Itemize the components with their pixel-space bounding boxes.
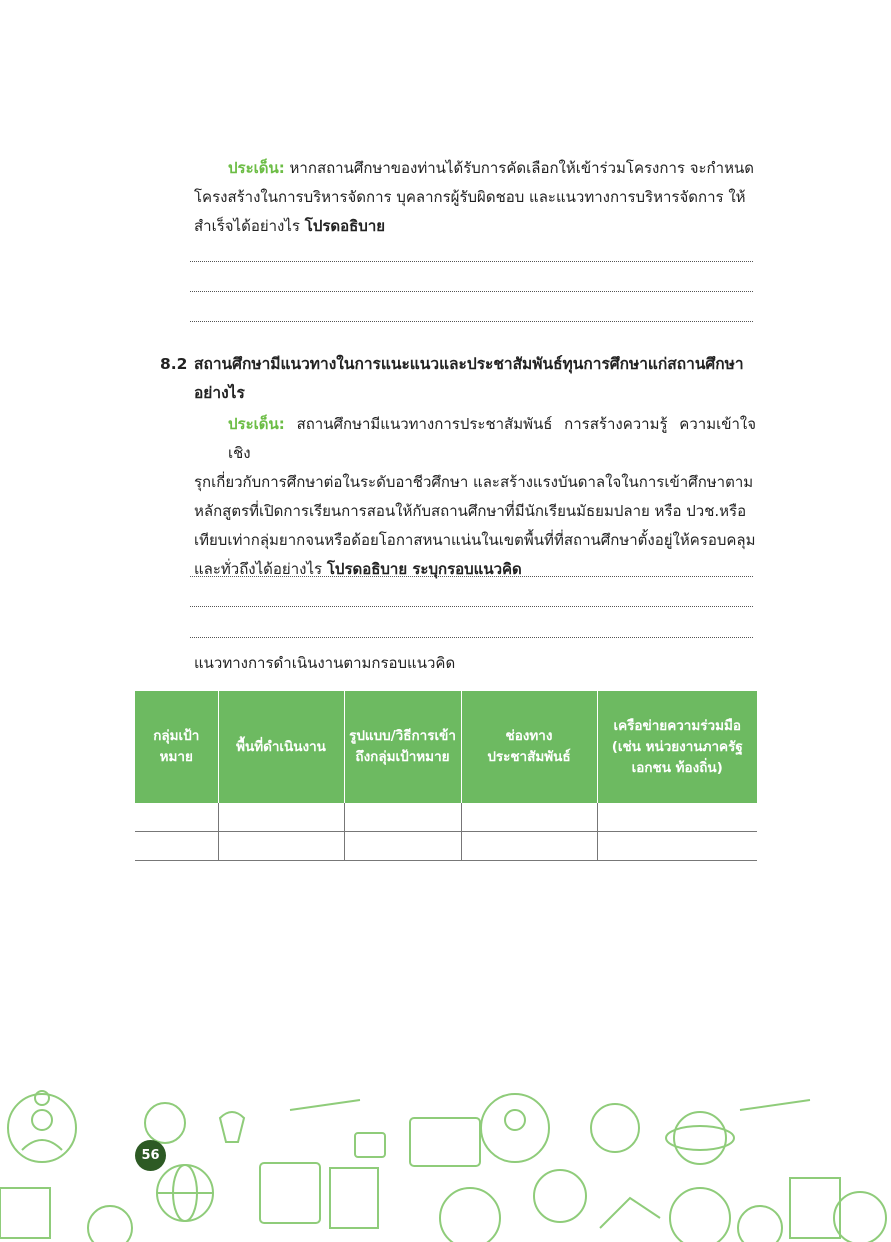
- section2-line-4: เทียบเท่ากลุ่มยากจนหรือด้อยโอกาสหนาแน่นในเขตพื้นที่ที่สถานศึกษาตั้งอยู่ให้ครอบคลุม: [194, 531, 756, 549]
- heading-line-2: อย่างไร: [194, 384, 245, 402]
- puzzle-icon: [260, 1163, 320, 1223]
- answer-line: [190, 321, 753, 322]
- header-channel: ช่องทางประชาสัมพันธ์: [461, 691, 597, 803]
- section2-paragraph: [194, 410, 756, 584]
- header-target-group: กลุ่มเป้าหมาย: [135, 691, 218, 803]
- section-number: 8.2: [160, 355, 188, 373]
- chat-bubble-icon: [355, 1133, 385, 1157]
- table-cell[interactable]: [461, 832, 597, 861]
- person-circle-icon: [834, 1192, 886, 1242]
- refresh-icon: [145, 1103, 185, 1143]
- header-network: เครือข่ายความร่วมมือ (เช่น หน่วยงานภาครัฐ เอกชน ท้องถิ่น): [597, 691, 757, 803]
- table-header-row: [135, 691, 757, 803]
- briefcase-icon: [410, 1118, 480, 1166]
- telescope-icon: [290, 1100, 360, 1110]
- header-method: รูปแบบ/วิธีการเข้าถึงกลุ่มเป้าหมาย: [344, 691, 461, 803]
- table-cell[interactable]: [218, 832, 344, 861]
- section1-line-1: ประเด็น: หากสถานศึกษาของท่านได้รับการคัดเลือกให้เข้าร่วมโครงการ จะกำหนด: [228, 159, 754, 177]
- instruction-text: โปรดอธิบาย ระบุกรอบแนวคิด: [326, 560, 522, 578]
- bar-chart-icon: [0, 1188, 50, 1238]
- bar-chart-icon: [440, 1188, 500, 1242]
- section1-paragraph: [194, 154, 756, 241]
- section2-line-2: รุกเกี่ยวกับการศึกษาต่อในระดับอาชีวศึกษา และสร้างแรงบันดาลใจในการเข้าศึกษาตาม: [194, 473, 754, 491]
- section2-line-3: หลักสูตรที่เปิดการเรียนการสอนให้กับสถานศึกษาที่มีนักเรียนมัธยมปลาย หรือ ปวช.หรือ: [194, 502, 747, 520]
- answer-line: [190, 637, 753, 638]
- answer-line: [190, 606, 753, 607]
- line-chart-icon: [600, 1198, 660, 1228]
- instruction-text: โปรดอธิบาย: [304, 217, 386, 235]
- header-area: พื้นที่ดำเนินงาน: [218, 691, 344, 803]
- section1-line-3: สำเร็จได้อย่างไร โปรดอธิบาย: [194, 217, 386, 235]
- lightbulb-icon: [220, 1112, 244, 1142]
- table-cell[interactable]: [461, 803, 597, 832]
- framework-table: [135, 691, 757, 861]
- document-icon: [790, 1178, 840, 1238]
- table-cell[interactable]: [597, 832, 757, 861]
- footer-decoration: [0, 1078, 891, 1242]
- issue-label: ประเด็น:: [228, 415, 285, 433]
- person-circle-icon: [481, 1094, 549, 1162]
- people-icon: [738, 1206, 782, 1242]
- table-cell[interactable]: [218, 803, 344, 832]
- table-caption: แนวทางการดำเนินงานตามกรอบแนวคิด: [194, 654, 456, 672]
- atom-icon: [674, 1112, 726, 1164]
- person-head-icon: [32, 1110, 52, 1130]
- section2-line-5: และทั่วถึงได้อย่างไร โปรดอธิบาย ระบุกรอบแนวคิด: [194, 560, 522, 578]
- document-icon: [330, 1168, 378, 1228]
- table-cell[interactable]: [344, 803, 461, 832]
- table-cell[interactable]: [135, 832, 218, 861]
- issue-label: ประเด็น:: [228, 159, 285, 177]
- answer-line: [190, 291, 753, 292]
- refresh-icon: [591, 1104, 639, 1152]
- globe-icon: [670, 1188, 730, 1242]
- answer-line: [190, 576, 753, 577]
- target-icon: [534, 1170, 586, 1222]
- table-cell[interactable]: [344, 832, 461, 861]
- table-cell[interactable]: [135, 803, 218, 832]
- telescope-icon: [740, 1100, 810, 1110]
- heading-line-1: สถานศึกษามีแนวทางในการแนะแนวและประชาสัมพันธ์ทุนการศึกษาแก่สถานศึกษา: [194, 355, 744, 373]
- table-row: [135, 803, 757, 832]
- section1-line-2: โครงสร้างในการบริหารจัดการ บุคลากรผู้รับผิดชอบ และแนวทางการบริหารจัดการ ให้: [194, 188, 746, 206]
- page-number-badge: 56: [135, 1140, 166, 1171]
- section2-line-1: ประเด็น: สถานศึกษามีแนวทางการประชาสัมพันธ์ การสร้างความรู้ ความเข้าใจเชิง: [228, 415, 756, 462]
- table-cell[interactable]: [597, 803, 757, 832]
- answer-line: [190, 261, 753, 262]
- table-row: [135, 832, 757, 861]
- person-body-icon: [22, 1140, 62, 1150]
- people-icon: [88, 1206, 132, 1242]
